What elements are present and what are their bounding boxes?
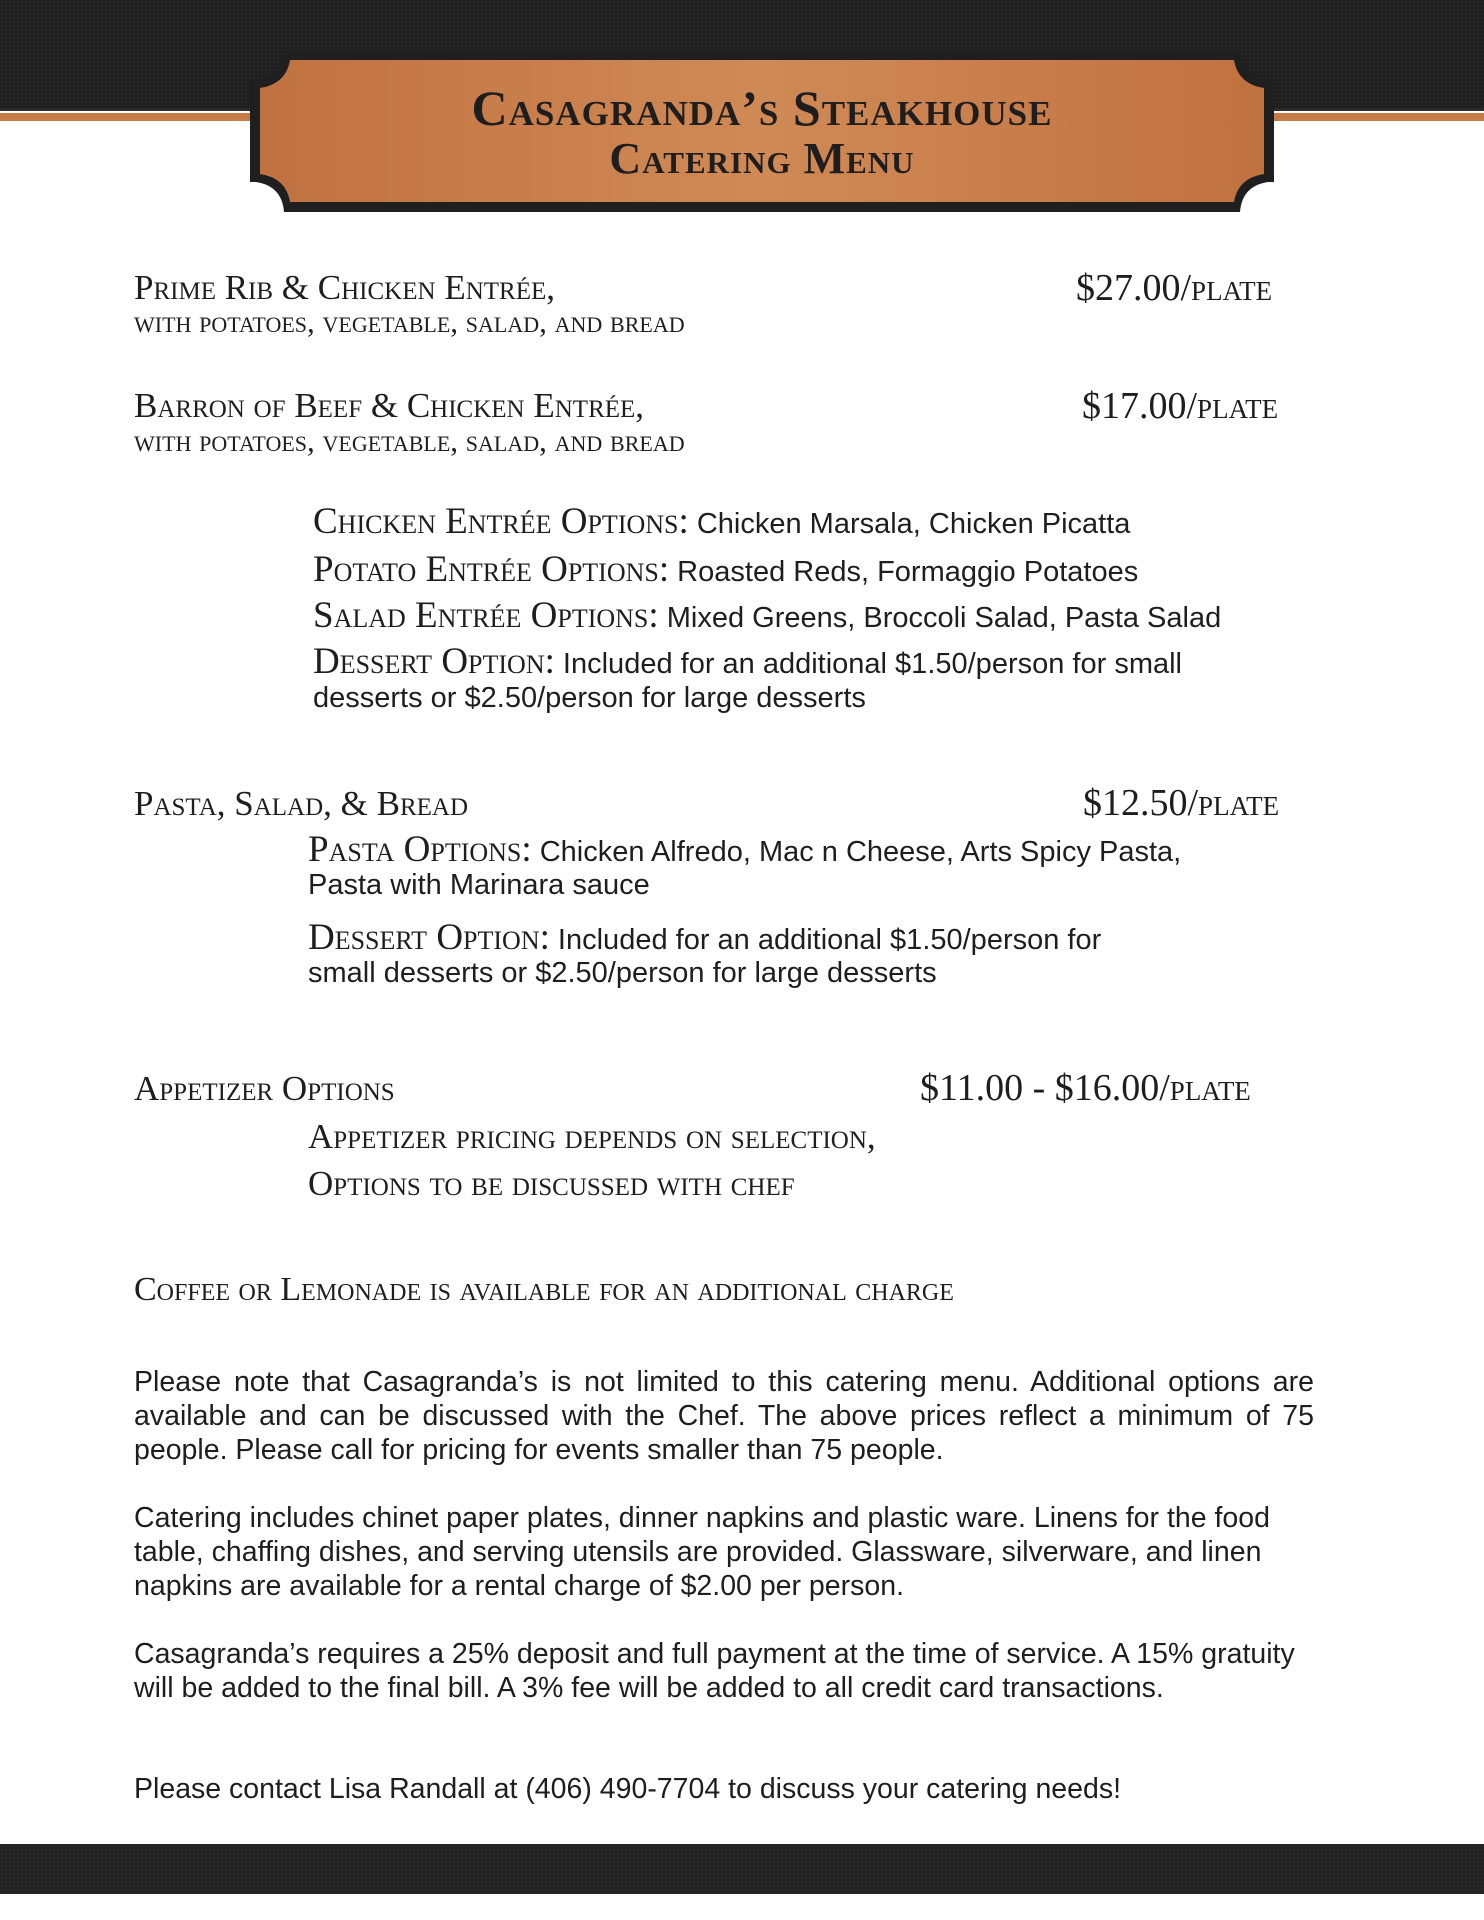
- option-label: Potato Entrée Options:: [313, 549, 670, 590]
- option-value: Chicken Alfredo, Mac n Cheese, Arts Spicy Pasta,: [531, 836, 1182, 868]
- option-line: [308, 828, 1181, 871]
- menu-item-name: Prime Rib & Chicken Entrée,: [134, 268, 555, 307]
- option-line: [313, 548, 1138, 591]
- menu-item-price: $11.00 - $16.00/plate: [920, 1067, 1251, 1109]
- title-banner: [248, 50, 1276, 214]
- appetizer-note: Appetizer pricing depends on selection,: [308, 1117, 876, 1156]
- beverage-note: Coffee or Lemonade is available for an additional charge: [134, 1271, 954, 1308]
- policy-paragraph: Catering includes chinet paper plates, dinner napkins and plastic ware. Linens for the food table, chaffing dishes, and serving utensils are provided. Glassware, silverware, and linen napkins are available for a rental charge of $2.00 per person.: [134, 1502, 1270, 1602]
- option-line: [308, 916, 1101, 959]
- option-label: Dessert Option:: [308, 917, 550, 958]
- option-continuation: Pasta with Marinara sauce: [308, 869, 650, 901]
- contact-line: Please contact Lisa Randall at (406) 490-7704 to discuss your catering needs!: [134, 1773, 1122, 1805]
- menu-item-price: $12.50/plate: [1083, 782, 1280, 824]
- menu-item-price: $17.00/plate: [1082, 385, 1279, 427]
- appetizer-note: Options to be discussed with chef: [308, 1164, 795, 1203]
- page-title: Casagranda’s Steakhouse: [471, 80, 1053, 136]
- option-line: [313, 640, 1182, 683]
- option-label: Salad Entrée Options:: [313, 595, 659, 636]
- menu-item-price: $27.00/plate: [1076, 267, 1273, 309]
- option-continuation: small desserts or $2.50/person for large desserts: [308, 957, 937, 989]
- option-value: Roasted Reds, Formaggio Potatoes: [669, 556, 1139, 588]
- option-line: [313, 594, 1221, 637]
- footer-band: [0, 1844, 1484, 1894]
- policy-paragraph: Casagranda’s requires a 25% deposit and full payment at the time of service. A 15% gratuity will be added to the final bill. A 3% fee will be added to all credit card transactions.: [134, 1638, 1295, 1704]
- option-value: Mixed Greens, Broccoli Salad, Pasta Salad: [658, 602, 1222, 634]
- menu-item-name: Barron of Beef & Chicken Entrée,: [134, 386, 645, 425]
- option-line: [313, 500, 1130, 543]
- option-continuation: desserts or $2.50/person for large desserts: [313, 682, 866, 714]
- menu-item-description: with potatoes, vegetable, salad, and bread: [134, 423, 685, 458]
- option-label: Pasta Options:: [308, 829, 532, 870]
- menu-item-name: Pasta, Salad, & Bread: [134, 784, 469, 823]
- menu-item-description: with potatoes, vegetable, salad, and bread: [134, 304, 685, 339]
- policy-paragraph: Please note that Casagranda’s is not limited to this catering menu. Additional options are available and can be discussed with the Chef. The above prices reflect a minimum of 75 people. Please call for pricing for events smaller than 75 people.: [134, 1366, 1314, 1466]
- option-value: Included for an additional $1.50/person for: [549, 924, 1102, 956]
- page-subtitle: Catering Menu: [609, 134, 915, 183]
- menu-item-name: Appetizer Options: [134, 1069, 395, 1108]
- option-label: Dessert Option:: [313, 641, 555, 682]
- option-value: Included for an additional $1.50/person for small: [554, 648, 1182, 680]
- option-label: Chicken Entrée Options:: [313, 501, 689, 542]
- option-value: Chicken Marsala, Chicken Picatta: [688, 508, 1131, 540]
